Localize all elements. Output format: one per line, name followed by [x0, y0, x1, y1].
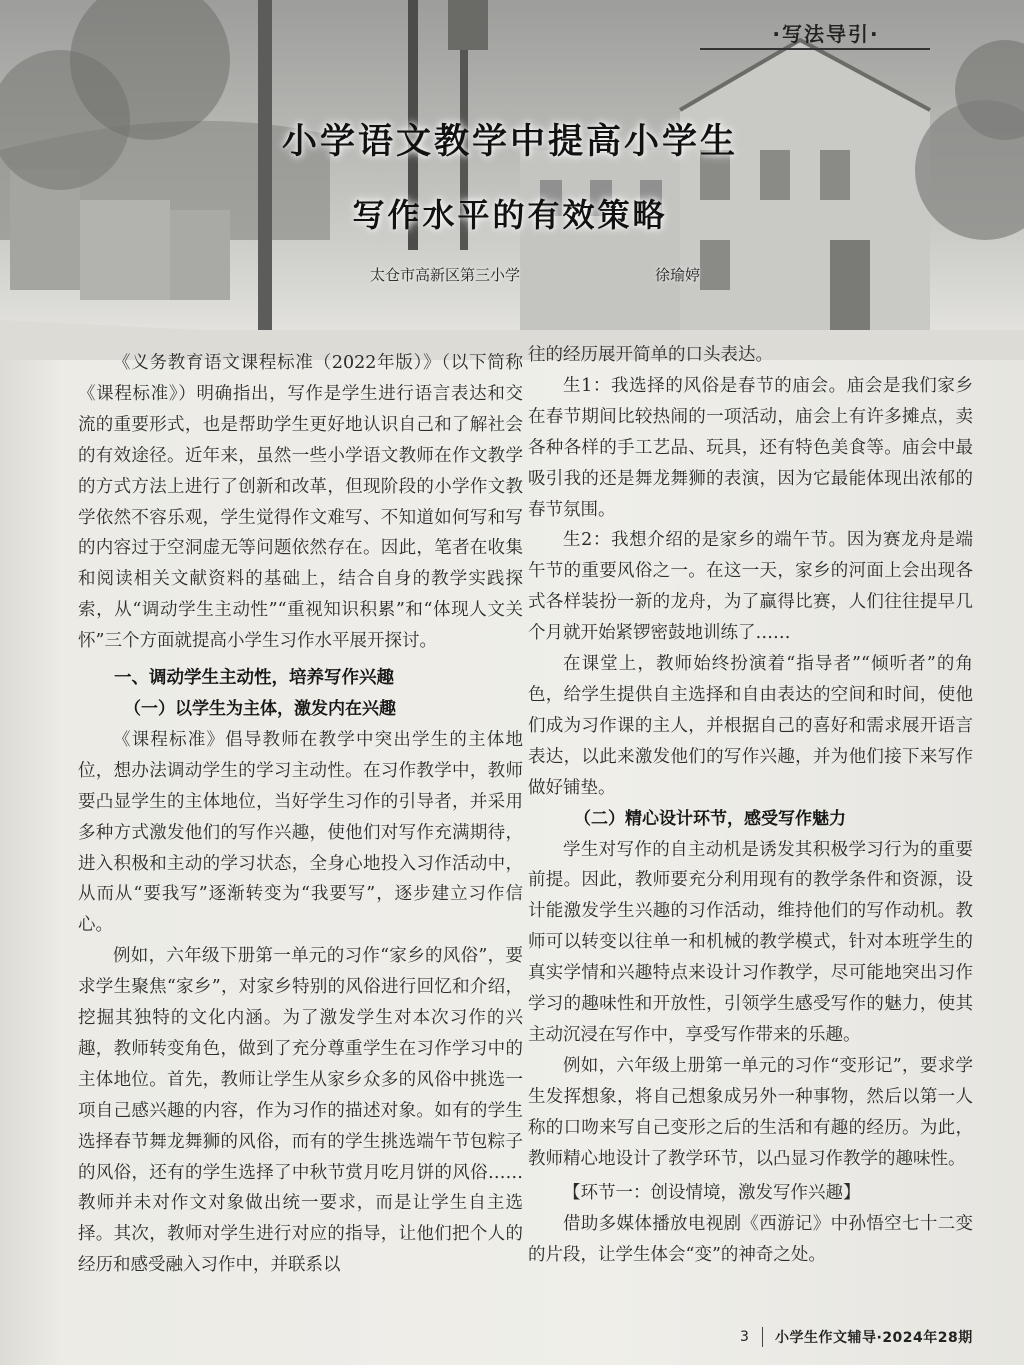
section-heading-1: 一、调动学生主动性，培养写作兴趣 — [114, 668, 394, 689]
student-quote-1: 生1：我选择的风俗是春节的庙会。庙会是我们家乡在春节期间比较热闹的一项活动，庙会上有许多摊点，卖各种各样的手工艺品、玩具，还有特色美食等。庙会中最吸引我的还是舞龙舞狮的表演，因为它最能体现出浓郁的春节氛围。 — [528, 375, 973, 520]
section-tag: ·写法导引· — [772, 21, 880, 46]
article-title-line1: 小学语文教学中提高小学生 — [281, 122, 738, 162]
byline — [370, 264, 700, 285]
body-paragraph: 例如，六年级下册第一单元的习作“家乡的风俗”，要求学生聚焦“家乡”，对家乡特别的风俗进行回忆和介绍，挖掘其独特的文化内涵。为了激发学生对本次习作的兴趣，教师转变角色，做到了充分尊重学生在习作学习中的主体地位。首先，教师让学生从家乡众多的风俗中挑选一项自己感兴趣的内容，作为习作的描述对象。如有的学生选择春节舞龙舞狮的风俗，而有的学生挑选端午节包粽子的风俗，还有的学生选择了中秋节赏月吃月饼的风俗……教师并未对作文对象做出统一要求，而是让学生自主选择。其次，教师对学生进行对应的指导，让他们把个人的经历和感受融入习作中，并联系以 — [78, 946, 523, 1276]
subheading-2: （二）精心设计环节，感受写作魅力 — [574, 808, 846, 829]
header-illustration — [0, 0, 1024, 360]
body-paragraph: 《课程标准》倡导教师在教学中突出学生的主体地位，想办法调动学生的学习主动性。在习作教学中，教师要凸显学生的主体地位，当好学生习作的引导者，并采用多种方式激发他们的写作兴趣，使他们对写作充满期待，进入积极和主动的学习状态，全身心地投入习作活动中，从而从“要我写”逐渐转变为“我要写”，逐步建立习作信心。 — [78, 729, 523, 936]
continued-paragraph: 往的经历展开简单的口头表达。 — [528, 345, 773, 365]
author-affiliation: 太仓市高新区第三小学 — [370, 266, 521, 284]
journal-name: 小学生作文辅导·2024年28期 — [775, 1330, 973, 1346]
left-column — [78, 348, 523, 1281]
body-paragraph: 学生对写作的自主动机是诱发其积极学习行为的重要前提。因此，教师要充分利用现有的教学条件和资源，设计能激发学生兴趣的习作活动，维持他们的写作动机。教师可以转变以往单一和机械的教学模式，针对本班学生的真实学情和兴趣特点来设计习作教学，尽可能地突出习作学习的趣味性和开放性，引领学生感受写作的魅力，使其主动沉浸在写作中，享受写作带来的乐趣。 — [528, 839, 973, 1045]
article-title-line2: 写作水平的有效策略 — [352, 196, 668, 234]
subheading-1: （一）以学生为主体，激发内在兴趣 — [124, 698, 396, 719]
body-paragraph: 在课堂上，教师始终扮演着“指导者”“倾听者”的角色，给学生提供自主选择和自由表达的空间和时间，使他们成为习作课的主人，并根据自己的喜好和需求展开语言表达，以此来激发他们的写作兴趣，并为他们接下来写作做好铺垫。 — [528, 654, 973, 798]
body-paragraph: 例如，六年级上册第一单元的习作“变形记”，要求学生发挥想象，将自己想象成另外一种事物，然后以第一人称的口吻来写自己变形之后的生活和有趣的经历。为此，教师精心地设计了教学环节，以凸显习作教学的趣味性。 — [528, 1055, 973, 1169]
section-rule — [700, 48, 930, 50]
street-scene-illustration — [0, 0, 1024, 360]
author-name: 徐瑜婷 — [654, 266, 700, 284]
footer-divider — [762, 1327, 763, 1347]
page-number: 3 — [740, 1329, 749, 1345]
student-quote-2: 生2：我想介绍的是家乡的端午节。因为赛龙舟是端午节的重要风俗之一。在这一天，家乡的河面上会出现各式各样装扮一新的龙舟，为了赢得比赛，人们往往提早几个月就开始紧锣密鼓地训练了…… — [528, 530, 973, 644]
right-column — [528, 340, 973, 1271]
stage-heading-1: 【环节一：创设情境，激发写作兴趣】 — [563, 1183, 861, 1204]
intro-paragraph: 《义务教育语文课程标准（2022年版）》（以下简称《课程标准》）明确指出，写作是学生进行语言表达和交流的重要形式，也是帮助学生更好地认识自己和了解社会的有效途径。近年来，虽然一些小学语文教师在作文教学的方式方法上进行了创新和改革，但现阶段的小学作文教学依然不容乐观，学生觉得作文难写、不知道如何写和写的内容过于空洞虚无等问题依然存在。因此，笔者在收集和阅读相关文献资料的基础上，结合自身的教学实践探索，从“调动学生主动性”“重视知识积累”和“体现人文关怀”三个方面就提高小学生习作水平展开探讨。 — [78, 353, 523, 652]
body-paragraph: 借助多媒体播放电视剧《西游记》中孙悟空七十二变的片段，让学生体会“变”的神奇之处。 — [528, 1214, 973, 1266]
page-footer — [740, 1325, 1000, 1349]
